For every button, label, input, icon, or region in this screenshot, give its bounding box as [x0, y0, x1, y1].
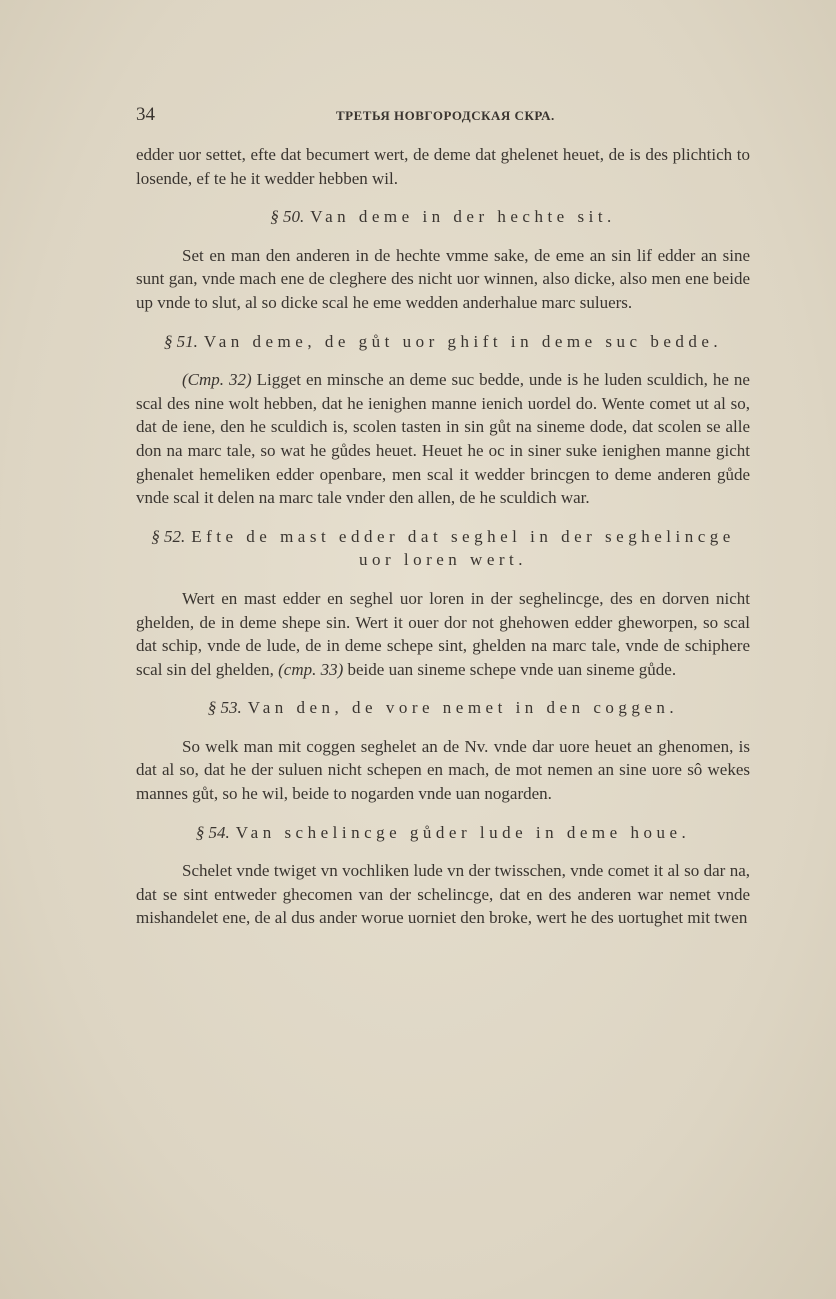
running-title: ТРЕТЬЯ НОВГОРОДСКАЯ СКРА. [336, 108, 555, 123]
paragraph-text: Ligget en minsche an deme suc bedde, unde is he luden sculdich, he ne scal des nine wolt hebben, dat he ienighen manne ienich uordel do. Wente comet ut al so, dat de iene, den he sculdich is, scolen tasten in sin gůt na sineme dode, dat scolen se alle don na marc tale, so wat he gůdes heuet. Heuet he oc in siner suke ienighen manne gicht ghenalet hemeliken edder openbare, men scal it wedder brincgen to deme anderen gůde vnde scal it delen na marc tale vnder den allen, de he sculdich war. [136, 370, 750, 508]
paragraph-50: Set en man den anderen in de hechte vmme sake, de eme an sin lif edder an sine sunt gan, vnde mach ene de cleghere des nicht uor winnen, also dicke, also men ene beide up vnde to slut, al so dicke scal he eme wedden anderhalue marc suluers. [136, 245, 750, 312]
paragraph-text: Wert en mast edder en seghel uor loren in der seghelincge, des en dorven nicht ghelden, de in deme shepe sin. Wert it ouer dor not ghehowen edder gheworpen, so scal dat schip, vnde de lude, de in deme schepe sint, ghelden na marc tale, vnde de schiphere scal sin del ghelden, [136, 588, 750, 679]
section-number: § 53. [207, 698, 242, 718]
section-heading-52 [136, 525, 750, 572]
section-number: § 51. [163, 331, 198, 351]
section-title: Efte de mast edder dat seghel in der seghelincge uor loren wert. [191, 526, 735, 570]
section-number: § 54. [195, 822, 230, 842]
section-heading-53 [136, 696, 750, 720]
section-title: Van schelincge gůder lude in deme houe. [235, 822, 691, 842]
paragraph-53: So welk man mit coggen seghelet an de Nv. vnde dar uore heuet an ghenomen, is dat al so, dat he der suluen nicht schepen en mach, de mot nemen an sine uore sô wekes mannes gůt, so he wil, beide to nogarden vnde uan nogarden. [136, 736, 750, 804]
section-title: Van den, de vore nemet in den coggen. [247, 698, 679, 718]
paragraph-54: Schelet vnde twiget vn vochliken lude vn der twisschen, vnde comet it al so dar na, dat se sint entweder ghecomen van der schelincge, dat en des anderen war nemet vnde mishandelet ene, de al dus ander worue uorniet den broke, wert he des uortughet mit twen [136, 861, 750, 928]
page-number: 34 [136, 104, 155, 125]
section-title: Van deme, de gůt uor ghift in deme suc bedde. [203, 331, 723, 351]
section-number: § 50. [270, 207, 305, 227]
cross-reference: (Cmp. 32) [182, 370, 252, 390]
section-heading-50 [136, 205, 750, 229]
section-heading-54 [136, 821, 750, 845]
paragraph-52 [136, 587, 750, 681]
section-title: Van deme in der hechte sit. [310, 207, 616, 227]
paragraph-51 [136, 368, 750, 510]
paragraph-text: beide uan sineme schepe vnde uan sineme gůde. [343, 659, 677, 679]
section-heading-51 [136, 330, 750, 354]
cross-reference: (cmp. 33) [278, 659, 344, 679]
page-header [136, 104, 756, 128]
page-body [136, 143, 750, 930]
paragraph-continued: edder uor settet, efte dat becumert wert, de deme dat ghelenet heuet, de is des plichtich to losende, ef te he it wedder hebben wil. [136, 145, 750, 188]
section-number: § 52. [151, 526, 186, 546]
